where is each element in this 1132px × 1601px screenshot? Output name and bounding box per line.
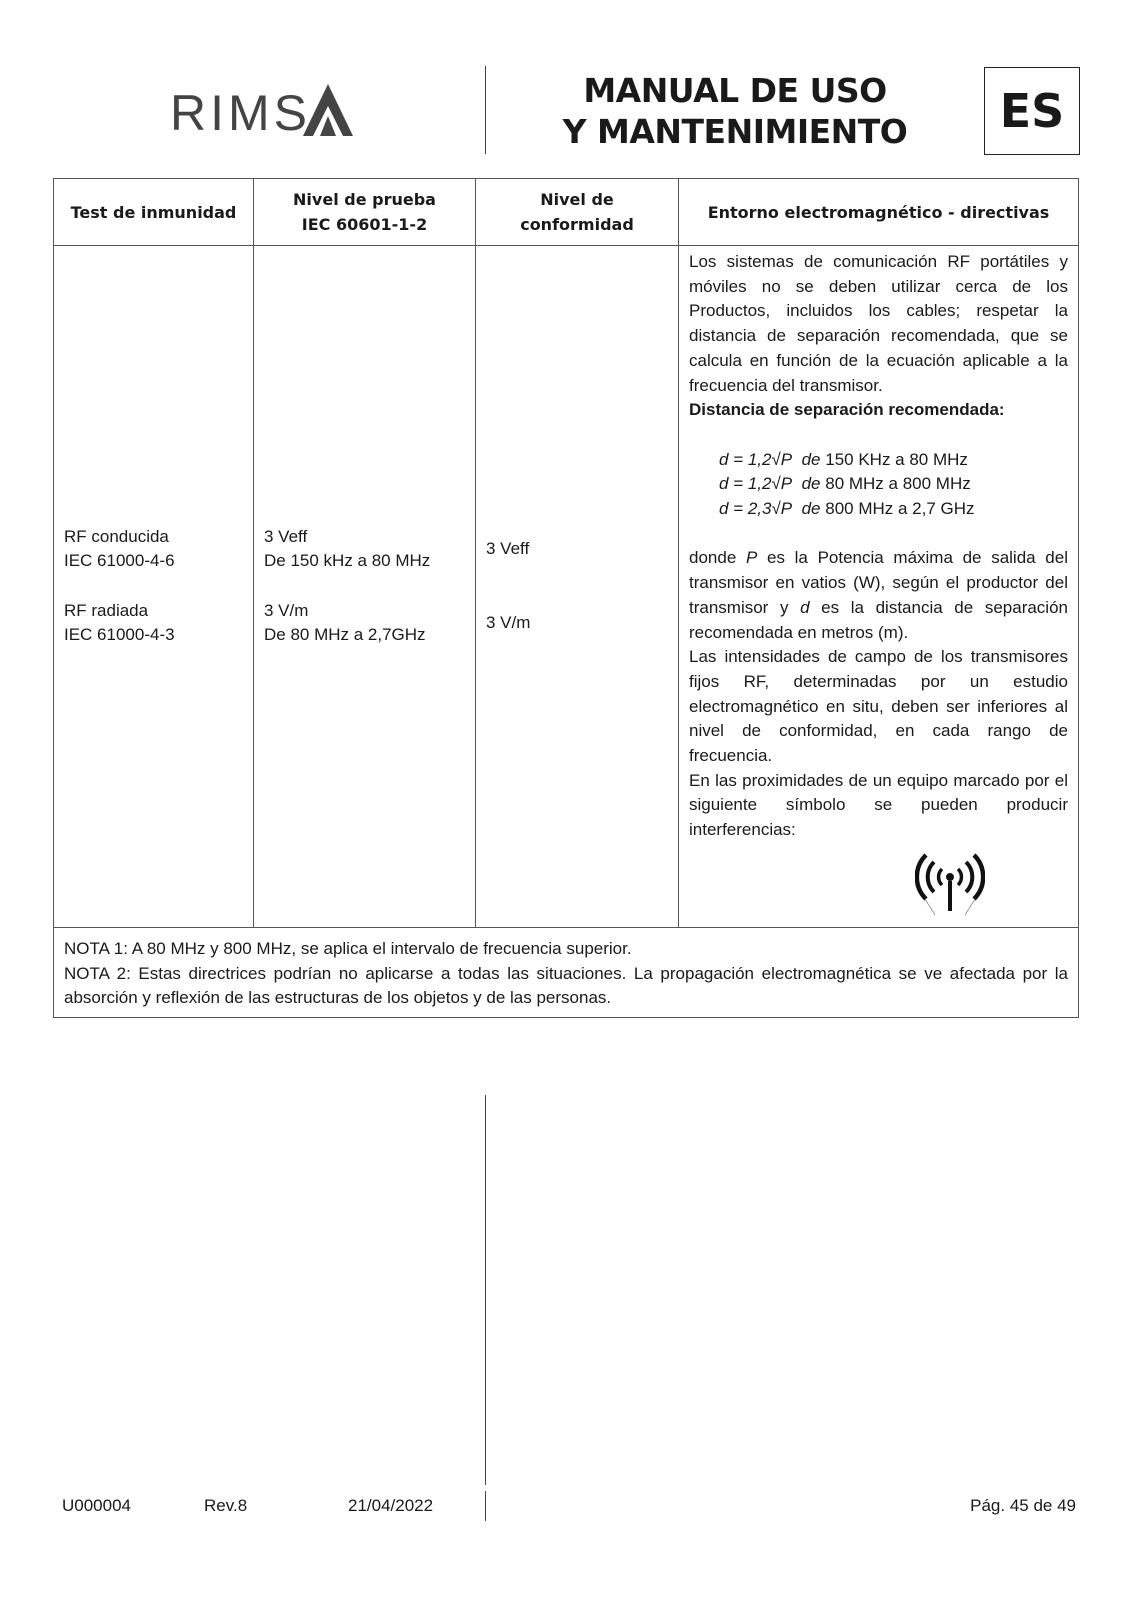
fixed-transmitters-text: Las intensidades de campo de los transmisores fijos RF, determinadas por un estudio electromagnético en situ, deben ser inferiores al nivel de conformidad, en cada rango de frecuencia. xyxy=(689,647,1068,766)
page-number: Pág. 45 de 49 xyxy=(970,1496,1076,1515)
page-divider xyxy=(485,1095,486,1485)
distance-heading: Distancia de separación recomendada: xyxy=(689,400,1005,420)
column-header-test-level: Nivel de prueba IEC 60601-1-2 xyxy=(254,179,476,246)
formula-line: d = 2,3√P de 800 MHz a 2,7 GHz xyxy=(719,499,975,519)
svg-text:RIMS: RIMS xyxy=(170,85,311,141)
test-level-cell: 3 Veff De 150 kHz a 80 MHz 3 V/m De 80 MHz a 2,7GHz xyxy=(254,246,476,928)
power-explanation: donde P es la Potencia máxima de salida del transmisor en vatios (W), según el productor del transmisor y d es la distancia de separación recomendada en metros (m). xyxy=(689,548,1068,642)
header-divider xyxy=(485,66,486,154)
note-2: NOTA 2: Estas directrices podrían no aplicarse a todas las situaciones. La propagación electromagnética se ve afectada por la absorción y reflexión de las estructuras de los objetos y de las personas. xyxy=(64,963,1068,1008)
symbol-note: En las proximidades de un equipo marcado por el siguiente símbolo se pueden producir interferencias: xyxy=(689,770,1068,840)
radio-transmitter-icon xyxy=(915,849,985,919)
table-row xyxy=(54,246,1079,928)
revision: Rev.8 xyxy=(204,1496,248,1515)
column-header-conformity: Nivel de conformidad xyxy=(476,179,679,246)
environment-cell xyxy=(679,246,1079,928)
column-header-environment: Entorno electromagnético - directivas xyxy=(679,179,1079,246)
environment-intro: Los sistemas de comunicación RF portátiles y móviles no se deben utilizar cerca de los Productos, incluidos los cables; respetar la distancia de separación recomendada, que se calcula en función de la ecuación aplicable a la frecuencia del transmisor. xyxy=(689,252,1068,395)
conformity-cell: 3 Veff 3 V/m xyxy=(476,246,679,928)
note-1: NOTA 1: A 80 MHz y 800 MHz, se aplica el intervalo de frecuencia superior. xyxy=(64,938,632,958)
column-header-test: Test de inmunidad xyxy=(54,179,254,246)
immunity-table xyxy=(53,178,1079,1018)
notes-row xyxy=(54,927,1079,1017)
rimsa-logo xyxy=(170,80,370,142)
table-header-row xyxy=(54,179,1079,246)
language-badge: ES xyxy=(984,67,1080,155)
formula-line: d = 1,2√P de 80 MHz a 800 MHz xyxy=(719,474,971,494)
footer-divider xyxy=(485,1491,486,1521)
test-cell: RF conducida IEC 61000-4-6 RF radiada IEC 61000-4-3 xyxy=(54,246,254,928)
formula-line: d = 1,2√P de 150 KHz a 80 MHz xyxy=(719,449,968,469)
document-code: U000004 xyxy=(62,1496,132,1515)
document-title: MANUAL DE USO Y MANTENIMIENTO xyxy=(562,71,908,151)
document-date: 21/04/2022 xyxy=(348,1496,434,1515)
notes-cell xyxy=(54,927,1079,1017)
